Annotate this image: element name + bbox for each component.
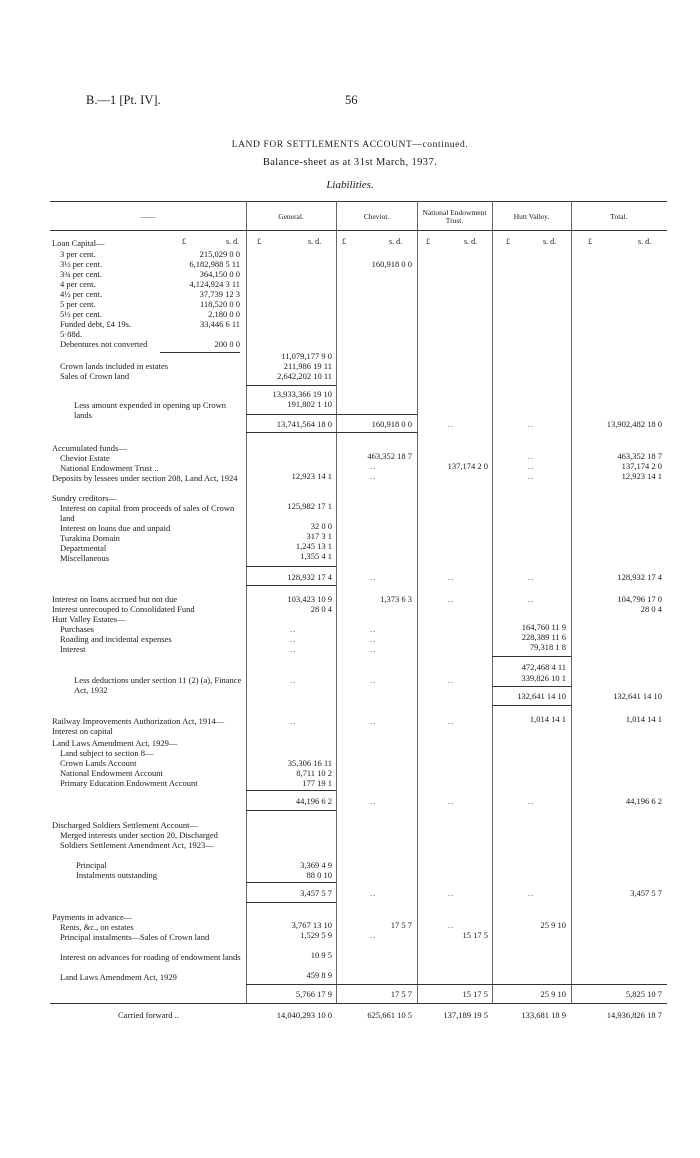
row-value: 125,982 17 1: [287, 501, 332, 511]
row-label: 3½ per cent.: [60, 259, 103, 269]
row-value: 28 0 4: [640, 604, 662, 614]
currency-pound: £: [426, 237, 430, 246]
currency-pound: £: [182, 237, 186, 246]
leader-dots: ..: [290, 675, 297, 685]
row-value: 10 9 5: [310, 950, 332, 960]
row-value: 88 0 10: [306, 870, 332, 880]
col-header-general: General.: [278, 212, 304, 221]
sum-rule: [160, 352, 240, 353]
row-label: Turakina Domain: [60, 533, 120, 543]
sum-rule: [246, 810, 336, 811]
sum-rule: [246, 414, 417, 415]
currency-sd: s. d.: [543, 237, 557, 246]
row-value: 79,318 1 8: [529, 642, 566, 652]
document-subtitle: Balance-sheet as at 31st March, 1937.: [262, 157, 438, 168]
sum-rule: [246, 432, 417, 433]
row-value: 215,029 0 0: [199, 249, 240, 259]
row-value: 32 0 0: [310, 521, 332, 531]
table-header-rule: [50, 230, 667, 231]
currency-sd: s. d.: [464, 237, 478, 246]
row-label: 4 per cent.: [60, 279, 96, 289]
leader-dots: ..: [448, 419, 455, 429]
row-value: 132,641 14 10: [517, 691, 566, 701]
row-label: Principal instalments—Sales of Crown land: [60, 932, 210, 942]
row-label: Purchases: [60, 624, 94, 634]
sum-rule: [492, 656, 571, 657]
sum-rule: [246, 385, 336, 386]
row-label: Interest on loans due and unpaid: [60, 523, 171, 533]
row-value: 44,196 6 2: [295, 796, 332, 806]
row-label: Principal: [76, 860, 107, 870]
row-label: Interest on loans accrued but not due: [52, 594, 178, 604]
row-value: 1,529 5 9: [300, 930, 332, 940]
row-value: 17 5 7: [390, 920, 412, 930]
row-value: 1,373 6 3: [380, 594, 412, 604]
row-value: 104,796 17 0: [617, 594, 662, 604]
row-label: Railway Improvements Authorization Act, 1914—Interest on capital: [52, 716, 225, 736]
currency-pound: £: [588, 237, 592, 246]
row-label: Sales of Crown land: [60, 371, 130, 381]
row-value: 2,642,202 10 11: [277, 371, 332, 381]
row-label: Instalments outstanding: [76, 870, 157, 880]
row-label: Crown lands included in estates: [60, 361, 169, 371]
row-label: Accumulated funds—: [52, 443, 127, 453]
currency-sd: s. d.: [226, 237, 240, 246]
leader-dots: ..: [528, 451, 535, 461]
leader-dots: ..: [370, 644, 377, 654]
row-value: 15 17 5: [462, 930, 488, 940]
leader-dots: ..: [448, 796, 455, 806]
row-value: 463,352 18 7: [617, 451, 662, 461]
leader-dots: ..: [370, 888, 377, 898]
column-divider: [492, 201, 493, 1003]
row-value: 13,933,366 19 10: [272, 389, 332, 399]
row-value: 160,918 0 0: [371, 259, 412, 269]
row-value: 3,767 13 10: [291, 920, 332, 930]
row-label: Less deductions under section 11 (2) (a), Finance Act, 1932: [74, 675, 242, 695]
row-value: 1,245 13 1: [295, 541, 332, 551]
leader-dots: ..: [448, 594, 455, 604]
leader-dots: ..: [290, 634, 297, 644]
leader-dots: ..: [370, 716, 377, 726]
column-divider: [336, 201, 337, 1003]
leader-dots: ..: [448, 716, 455, 726]
row-label: Miscellaneous: [60, 553, 110, 563]
row-value: 228,389 11 6: [521, 632, 566, 642]
row-label: Funded debt, £4 19s. 5·88d.: [60, 319, 132, 339]
row-value: 11,079,177 9 0: [281, 351, 332, 361]
row-value: 8,711 10 2: [296, 768, 332, 778]
page-number: 56: [345, 93, 358, 107]
row-value: 35,306 16 11: [287, 758, 332, 768]
carried-forward-national: 137,189 19 5: [443, 1010, 488, 1020]
sum-rule: [246, 585, 336, 586]
row-value: 3,457 5 7: [300, 888, 332, 898]
row-value: 4,124,924 3 11: [189, 279, 240, 289]
table-top-rule: [50, 201, 667, 202]
col-header-cheviot: Cheviot.: [363, 212, 390, 221]
leader-dots: ..: [370, 572, 377, 582]
row-label: Deposits by lessees under section 208, Land Act, 1924: [52, 473, 238, 483]
row-label: Payments in advance—: [52, 912, 133, 922]
leader-dots: ..: [528, 419, 535, 429]
col-header-national: National Endowment Trust.: [422, 208, 487, 225]
row-value: 472,468 4 11: [521, 662, 566, 672]
leader-dots: ..: [448, 888, 455, 898]
row-value: 132,641 14 10: [613, 691, 662, 701]
sum-rule: [246, 790, 336, 791]
row-label: National Endowment Account: [60, 768, 163, 778]
row-label: Sundry creditors—: [52, 493, 117, 503]
sum-rule: [492, 705, 571, 706]
row-value: 25 9 10: [540, 920, 566, 930]
carried-forward-hutt: 133,681 18 9: [521, 1010, 566, 1020]
row-value: 3,369 4 9: [300, 860, 332, 870]
currency-sd: s. d.: [389, 237, 403, 246]
row-label: Land Laws Amendment Act, 1929—: [52, 738, 178, 748]
col-header-hutt: Hutt Valley.: [513, 212, 550, 221]
row-label: Interest on advances for roading of endowment lands: [60, 952, 241, 962]
row-value: 128,932 17 4: [287, 572, 332, 582]
row-value: 13,741,564 18 0: [276, 419, 332, 429]
row-value: 177 19 1: [302, 778, 332, 788]
leader-dots: ..: [528, 461, 535, 471]
currency-pound: £: [342, 237, 346, 246]
leader-dots: ..: [370, 930, 377, 940]
sum-rule: [246, 984, 667, 985]
row-label: Interest unrecouped to Consolidated Fund: [52, 604, 195, 614]
row-label: Roading and incidental expenses: [60, 634, 172, 644]
carried-forward-total: 14,936,826 18 7: [606, 1010, 662, 1020]
row-label: Hutt Valley Estates—: [52, 614, 126, 624]
row-label: 3¾ per cent.: [60, 269, 103, 279]
carried-forward-cheviot: 625,661 10 5: [367, 1010, 412, 1020]
row-value: 459 8 9: [306, 970, 332, 980]
table-bottom-rule: [50, 1003, 667, 1004]
row-value: 364,150 0 0: [199, 269, 240, 279]
col-header-label: ——: [140, 212, 156, 221]
row-label: Crown Lands Account: [60, 758, 137, 768]
row-value: 1,014 14 1: [625, 714, 662, 724]
row-label: Cheviot Estate: [60, 453, 110, 463]
leader-dots: ..: [528, 888, 535, 898]
row-label: Land subject to section 8—: [60, 748, 154, 758]
row-label: Interest on capital from proceeds of sales of Crown land: [60, 503, 235, 523]
currency-sd: s. d.: [308, 237, 322, 246]
row-label-loan-capital: Loan Capital—: [52, 238, 105, 248]
row-value: 1,014 14 1: [529, 714, 566, 724]
currency-pound: £: [257, 237, 261, 246]
row-label: 3 per cent.: [60, 249, 96, 259]
leader-dots: ..: [370, 624, 377, 634]
leader-dots: ..: [528, 471, 535, 481]
row-label: Discharged Soldiers Settlement Account—: [52, 820, 198, 830]
column-divider: [417, 201, 418, 1003]
row-value: 1,355 4 1: [300, 551, 332, 561]
leader-dots: ..: [448, 920, 455, 930]
row-value: 160,918 0 0: [371, 419, 412, 429]
leader-dots: ..: [528, 594, 535, 604]
row-value: 3,457 5 7: [630, 888, 662, 898]
row-value: 137,174 2 0: [447, 461, 488, 471]
carried-forward-general: 14,040,293 10 0: [276, 1010, 332, 1020]
row-value: 2,180 0 0: [208, 309, 240, 319]
leader-dots: ..: [370, 471, 377, 481]
row-value: 191,802 1 10: [287, 399, 332, 409]
leader-dots: ..: [370, 796, 377, 806]
leader-dots: ..: [290, 624, 297, 634]
row-value: 13,902,482 18 0: [606, 419, 662, 429]
leader-dots: ..: [370, 461, 377, 471]
row-value: 12,923 14 1: [621, 471, 662, 481]
page-reference: B.—1 [Pt. IV].: [86, 93, 161, 107]
row-label: National Endowment Trust ..: [60, 463, 159, 473]
row-label: Departmental: [60, 543, 107, 553]
row-value: 137,174 2 0: [621, 461, 662, 471]
leader-dots: ..: [448, 572, 455, 582]
row-label: Rents, &c., on estates: [60, 922, 134, 932]
leader-dots: ..: [370, 634, 377, 644]
row-label: 5½ per cent.: [60, 309, 103, 319]
row-value: 5,825 10 7: [625, 989, 662, 999]
row-value: 44,196 6 2: [625, 796, 662, 806]
row-label: Less amount expended in opening up Crown lands: [74, 400, 227, 420]
row-value: 33,446 6 11: [199, 319, 240, 329]
row-value: 25 9 10: [540, 989, 566, 999]
row-value: 200 0 0: [214, 339, 240, 349]
row-value: 6,182,988 5 11: [189, 259, 240, 269]
row-label: 4½ per cent.: [60, 289, 103, 299]
row-value: 211,986 19 11: [283, 361, 332, 371]
leader-dots: ..: [528, 572, 535, 582]
row-value: 164,760 11 9: [521, 622, 566, 632]
row-value: 463,352 18 7: [367, 451, 412, 461]
row-value: 317 3 1: [306, 531, 332, 541]
row-value: 15 17 5: [462, 989, 488, 999]
row-value: 12,923 14 1: [291, 471, 332, 481]
leader-dots: ..: [290, 716, 297, 726]
currency-pound: £: [506, 237, 510, 246]
row-value: 118,520 0 0: [199, 299, 240, 309]
leader-dots: ..: [448, 675, 455, 685]
column-divider: [571, 201, 572, 1003]
row-value: 17 5 7: [390, 989, 412, 999]
leader-dots: ..: [370, 675, 377, 685]
leader-dots: ..: [528, 796, 535, 806]
row-value: 28 0 4: [310, 604, 332, 614]
sum-rule: [246, 566, 336, 567]
sum-rule: [492, 686, 571, 687]
row-label: Primary Education Endowment Account: [60, 778, 198, 788]
row-value: 5,766 17 9: [295, 989, 332, 999]
row-label: 5 per cent.: [60, 299, 96, 309]
row-value: 103,423 10 9: [287, 594, 332, 604]
row-label: Merged interests under section 20, Discharged Soldiers Settlement Amendment Act, 1923—: [60, 830, 218, 850]
row-label: Interest: [60, 644, 86, 654]
section-heading: Liabilities.: [326, 179, 374, 191]
row-label: Land Laws Amendment Act, 1929: [60, 972, 177, 982]
document-title: LAND FOR SETTLEMENTS ACCOUNT—continued.: [231, 140, 469, 150]
sum-rule: [246, 902, 336, 903]
row-label: Debentures not converted: [60, 339, 148, 349]
col-header-total: Total.: [610, 212, 628, 221]
sum-rule: [246, 882, 336, 883]
leader-dots: ..: [290, 644, 297, 654]
row-value: 37,739 12 3: [199, 289, 240, 299]
row-label-carried-forward: Carried forward ..: [118, 1010, 179, 1020]
row-value: 128,932 17 4: [617, 572, 662, 582]
currency-sd: s. d.: [638, 237, 652, 246]
row-value: 339,826 10 1: [521, 673, 566, 683]
